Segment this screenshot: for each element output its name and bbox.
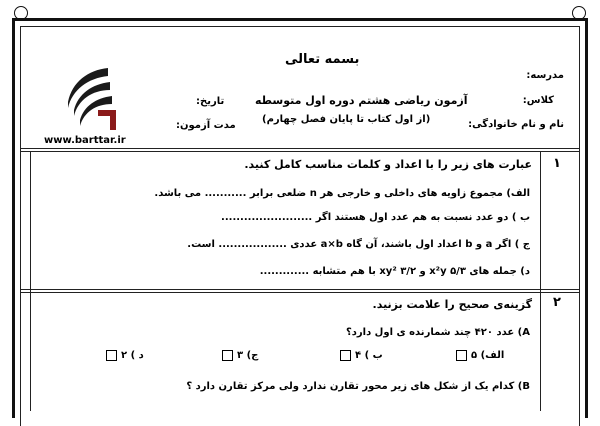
name-label: نام و نام خانوادگی: [468,119,564,130]
option-dal-label: د ) ۲ [121,350,144,361]
question-1-item-d: د) جمله های ۵/۳ x²y و ۳/۲ xy² با هم متشابه ............. [259,266,530,277]
option-alef-label: الف) ۵ [471,350,505,361]
question-1-title: عبارت های زیر را با اعداد و کلمات مناسب کامل کنید. [244,158,532,171]
option-checkbox[interactable] [222,350,233,361]
option-dal[interactable] [106,350,144,361]
exam-range: (از اول کتاب تا پایان فصل چهارم) [262,114,431,125]
question-2-title: گزینه‌ی صحیح را علامت بزنید. [372,298,532,311]
option-be[interactable] [340,350,383,361]
option-jim-label: ج) ۳ [237,350,259,361]
class-label: کلاس: [522,95,554,106]
school-label: مدرسه: [526,70,564,81]
question-divider [20,289,580,293]
option-alef[interactable] [456,350,504,361]
question-2-number: ۲ [553,295,561,310]
number-column-divider [540,151,541,411]
question-1-item-b: ب ) دو عدد نسبت به هم عدد اول هستند اگر ........................ [221,212,530,223]
option-checkbox[interactable] [106,350,117,361]
website-url: www.barttar.ir [44,135,126,146]
option-be-label: ب ) ۴ [355,350,383,361]
question-1-number: ۱ [553,156,561,171]
exam-title: آزمون ریاضی هشتم دوره اول متوسطه [255,94,468,107]
page-title: بسمه تعالی [285,52,360,67]
date-label: تاریخ: [196,96,225,107]
question-1-item-c: ج ) اگر a و b اعداد اول باشند، آن گاه a×b عددی .................. است. [187,239,530,250]
question-2b-text: B) کدام یک از شکل های زیر محور تقارن ندارد ولی مرکز تقارن دارد ؟ [186,381,530,392]
question-2a-text: A) عدد ۴۲۰ چند شمارنده ی اول دارد؟ [345,327,530,338]
question-1-item-a: الف) مجموع زاویه های داخلی و خارجی هر n ضلعی برابر ........... می باشد. [154,188,530,199]
option-checkbox[interactable] [456,350,467,361]
barttar-logo [58,64,120,134]
header-divider [20,148,580,152]
left-margin-line [30,151,31,411]
option-jim[interactable] [222,350,258,361]
duration-label: مدت آزمون: [176,120,236,131]
option-checkbox[interactable] [340,350,351,361]
